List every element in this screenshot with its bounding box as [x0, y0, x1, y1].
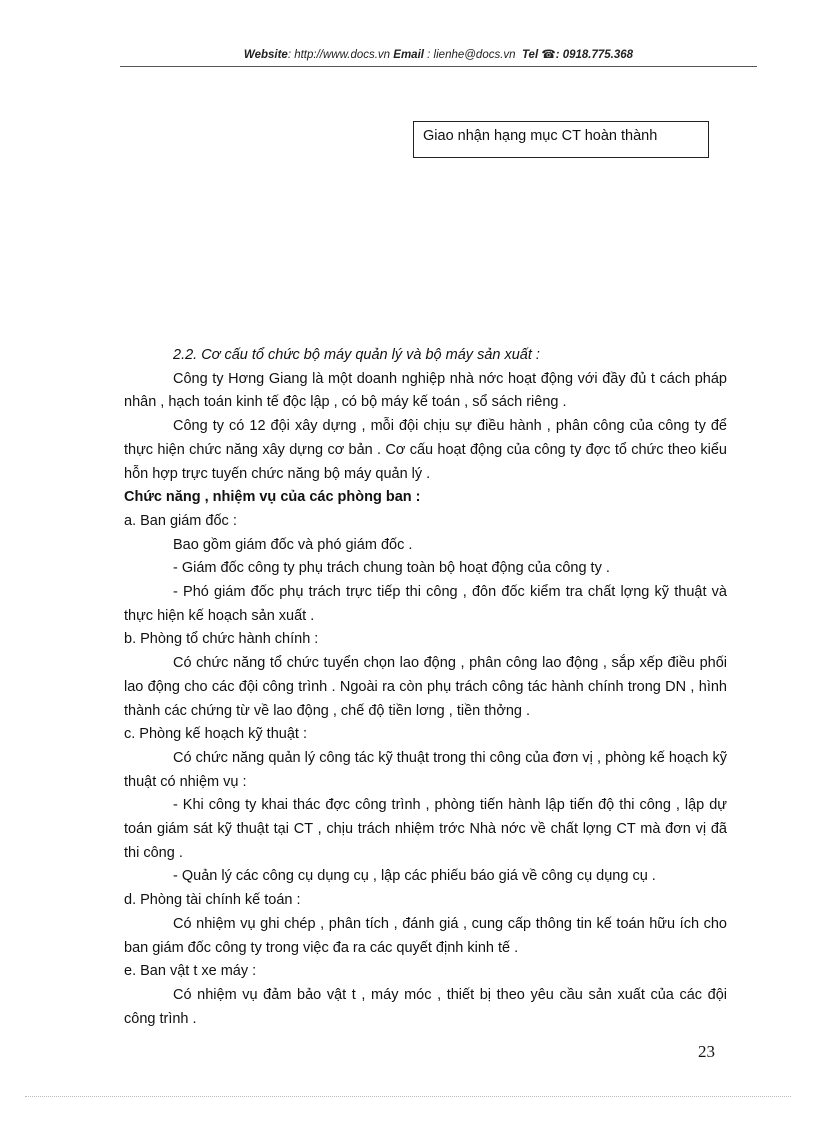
phone-icon: ☎ — [541, 49, 556, 61]
section-a-title: a. Ban giám đốc : — [124, 512, 237, 529]
paragraph-intro-2: Công ty có 12 đội xây dựng , mỗi đội chịu sự điều hành , phân công của công ty để thực hiện chức năng xây dựng cơ bản . Cơ cấu hoạt động của công ty đợc tổ chức theo kiểu hỗn hợp trực tuyến chức năng bộ máy quản lý . — [124, 418, 727, 482]
section-c-title: c. Phòng kế hoạch kỹ thuật : — [124, 726, 307, 743]
email-value: : lienhe@docs.vn — [427, 49, 516, 61]
section-d-para-1: Có nhiệm vụ ghi chép , phân tích , đánh giá , cung cấp thông tin kế toán hữu ích cho ban giám đốc công ty trong việc đa ra các quyết định kinh tế . — [124, 915, 727, 956]
header-divider — [120, 66, 757, 67]
footer-divider — [25, 1096, 791, 1097]
section-a-para-2: - Giám đốc công ty phụ trách chung toàn bộ hoạt động của công ty . — [173, 560, 610, 577]
paragraph-intro-1: Công ty Hơng Giang là một doanh nghiệp nhà nớc hoạt động với đầy đủ t cách pháp nhân , hạch toán kinh tế độc lập , có bộ máy kế toán , sổ sách riêng . — [124, 370, 727, 411]
section-a-para-1: Bao gồm giám đốc và phó giám đốc . — [173, 536, 413, 553]
section-e-title: e. Ban vật t xe máy : — [124, 963, 257, 980]
email-label: Email — [393, 49, 424, 61]
functions-heading: Chức năng , nhiệm vụ của các phòng ban : — [124, 489, 421, 506]
section-a-para-3: - Phó giám đốc phụ trách trực tiếp thi công , đôn đốc kiểm tra chất lợng kỹ thuật và thực hiện kế hoạch sản xuất . — [124, 584, 727, 624]
section-title: 2.2. Cơ cấu tổ chức bộ máy quản lý và bộ máy sản xuất : — [173, 347, 540, 363]
tel-value: : 0918.775.368 — [555, 49, 634, 61]
website-value: : http://www.docs.vn — [287, 49, 391, 61]
section-d-title: d. Phòng tài chính kế toán : — [124, 892, 301, 909]
flowchart-box-label: Giao nhận hạng mục CT hoàn thành — [423, 128, 658, 144]
website-label: Website — [243, 49, 288, 61]
section-c-para-2: - Khi công ty khai thác đợc công trình , phòng tiến hành lập tiến độ thi công , lập dự toán giám sát kỹ thuật tại CT , chịu trách nhiệm trớc Nhà nớc về chất lợng CT mà đơn vị đã thi công . — [124, 797, 727, 861]
section-c-para-1: Có chức năng quản lý công tác kỹ thuật trong thi công của đơn vị , phòng kế hoạch kỹ thuật có nhiệm vụ : — [124, 749, 727, 790]
section-b-para-1: Có chức năng tổ chức tuyển chọn lao động , phân công lao động , sắp xếp điều phối lao động cho các đội công trình . Ngoài ra còn phụ trách công tác hành chính trong DN , hình thành các chứng từ về lao động , chế độ tiền lơng , tiền thởng . — [124, 655, 727, 719]
page-number: 23 — [698, 1042, 715, 1061]
document-body — [124, 344, 727, 1031]
page-header — [120, 47, 757, 61]
section-e-para-1: Có nhiệm vụ đảm bảo vật t , máy móc , thiết bị theo yêu cầu sản xuất của các đội công trình . — [124, 986, 727, 1027]
flowchart-box — [413, 121, 709, 158]
section-b-title: b. Phòng tổ chức hành chính : — [124, 631, 319, 648]
section-c-para-3: - Quản lý các công cụ dụng cụ , lập các phiếu báo giá về công cụ dụng cụ . — [173, 868, 656, 885]
tel-label: Tel — [521, 49, 539, 61]
